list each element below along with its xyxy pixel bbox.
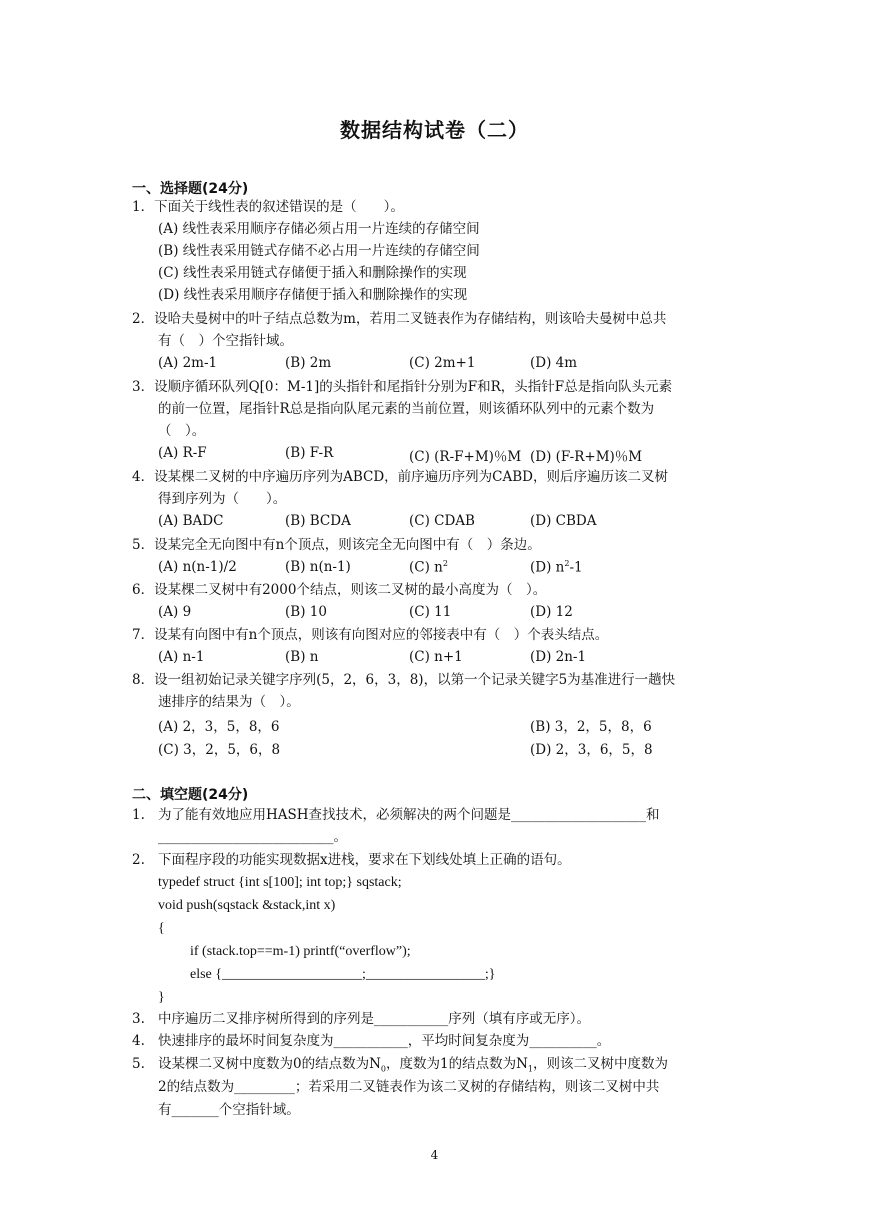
option-7d: (D) 2n-1 (530, 649, 587, 665)
fill-4-text: 快速排序的最坏时间复杂度为___________，平均时间复杂度为__________。 (158, 1033, 611, 1049)
option-8d: (D) 2，3，6，5，8 (530, 742, 653, 758)
option-6b: (B) 10 (285, 604, 327, 620)
option-1c: (C) 线性表采用链式存储便于插入和删除操作的实现 (158, 265, 467, 281)
question-4-line2: 得到序列为（ ）。 (158, 491, 287, 507)
fill-2-number: 2. (132, 852, 145, 868)
question-6: 6．设某棵二叉树中有2000个结点，则该二叉树的最小高度为（ ）。 (132, 582, 547, 598)
question-2-line2: 有（ ）个空指针域。 (158, 333, 293, 349)
options-2 (158, 355, 738, 373)
option-5b: (B) n(n-1) (285, 559, 351, 575)
options-7 (158, 649, 738, 667)
option-8c: (C) 3，2，5，6，8 (158, 742, 281, 758)
option-1b: (B) 线性表采用链式存储不必占用一片连续的存储空间 (158, 243, 480, 259)
option-5d: (D) $n^2-1$ (530, 559, 583, 576)
question-5: 5．设某完全无向图中有n个顶点，则该完全无向图中有（ ）条边。 (132, 537, 541, 553)
fill-1-line1: 为了能有效地应用HASH查找技术，必须解决的两个问题是____________________和 (158, 807, 660, 823)
page-number: 4 (430, 1148, 439, 1162)
fill-5-number: 5. (132, 1056, 145, 1072)
options-4 (158, 513, 738, 531)
options-5 (158, 559, 738, 577)
option-2d: (D) 4m (530, 355, 578, 371)
options-8-row2 (158, 738, 738, 756)
question-3-line2: 的前一位置，尾指针R总是指向队尾元素的当前位置，则该循环队列中的元素个数为 (158, 401, 655, 417)
fill-1-line2: __________________________。 (158, 829, 347, 845)
question-7: 7．设某有向图中有n个顶点，则该有向图对应的邻接表中有（ ）个表头结点。 (132, 627, 609, 643)
option-2b: (B) 2m (285, 355, 332, 371)
fill-3-text: 中序遍历二叉排序树所得到的序列是___________序列（填有序或无序）。 (158, 1011, 590, 1027)
option-5a: (A) n(n-1)/2 (158, 559, 237, 575)
fill-1-number: 1. (132, 807, 145, 823)
option-2c: (C) 2m+1 (409, 355, 476, 371)
option-6d: (D) 12 (530, 604, 573, 620)
code-line-3: { (158, 921, 165, 936)
options-8-row1 (158, 715, 738, 733)
fill-4-number: 4. (132, 1033, 145, 1049)
options-6 (158, 604, 738, 622)
fill-5-line1: 设某棵二叉树中度数为0的结点数为$N_0$，度数为1的结点数为$N_1$，则该二叉树中度数为 (158, 1056, 668, 1074)
fill-2-line1: 下面程序段的功能实现数据x进栈，要求在下划线处填上正确的语句。 (158, 852, 571, 868)
question-2-line1: 2．设哈夫曼树中的叶子结点总数为m，若用二叉链表作为存储结构，则该哈夫曼树中总共 (132, 311, 667, 327)
question-3-line3: （ ）。 (158, 423, 206, 439)
option-3a: (A) R-F (158, 445, 207, 461)
option-7a: (A) n-1 (158, 649, 205, 665)
option-7c: (C) n+1 (409, 649, 463, 665)
code-line-6: } (158, 990, 165, 1005)
section-heading-fill: 二、填空题(24分) (132, 787, 249, 803)
option-6c: (C) 11 (409, 604, 452, 620)
option-8a: (A) 2，3，5，8，6 (158, 719, 280, 735)
option-4c: (C) CDAB (409, 513, 475, 529)
option-3c: (C) (R-F+M)％M (409, 449, 522, 465)
question-1: 1．下面关于线性表的叙述错误的是（ ）。 (132, 199, 404, 215)
code-line-4: if (stack.top==m-1) printf(“overflow”); (190, 944, 411, 959)
option-3d: (D) (F-R+M)％M (530, 449, 643, 465)
question-3-line1: 3．设顺序循环队列Q[0：M-1]的头指针和尾指针分别为F和R，头指针F总是指向队头元素 (132, 379, 673, 395)
option-6a: (A) 9 (158, 604, 192, 620)
section-heading-choice: 一、选择题(24分) (132, 181, 249, 197)
option-2a: (A) 2m-1 (158, 355, 218, 371)
option-1a: (A) 线性表采用顺序存储必须占用一片连续的存储空间 (158, 221, 480, 237)
fill-5-line2: 2的结点数为_________；若采用二叉链表作为该二叉树的存储结构，则该二叉树中共 (158, 1079, 660, 1095)
option-7b: (B) n (285, 649, 319, 665)
option-3b: (B) F-R (285, 445, 334, 461)
option-8b: (B) 3，2，5，8，6 (530, 719, 652, 735)
option-4d: (D) CBDA (530, 513, 597, 529)
fill-5-line3: 有_______个空指针域。 (158, 1102, 300, 1118)
option-4a: (A) BADC (158, 513, 224, 529)
option-4b: (B) BCDA (285, 513, 351, 529)
code-line-2: void push(sqstack &stack,int x) (158, 898, 336, 913)
page-title: 数据结构试卷（二） (340, 118, 529, 142)
options-3 (158, 445, 738, 463)
code-line-5: else {____________________;_________________;} (190, 967, 496, 982)
question-8-line1: 8．设一组初始记录关键字序列(5，2，6，3，8)，以第一个记录关键字5为基准进行一趟快 (132, 672, 676, 688)
question-4-line1: 4．设某棵二叉树的中序遍历序列为ABCD，前序遍历序列为CABD，则后序遍历该二叉树 (132, 469, 668, 485)
question-8-line2: 速排序的结果为（ ）。 (158, 694, 300, 710)
option-5c: (C) $n^2$ (409, 559, 448, 576)
option-1d: (D) 线性表采用顺序存储便于插入和删除操作的实现 (158, 287, 468, 303)
fill-3-number: 3. (132, 1011, 145, 1027)
code-line-1: typedef struct {int s[100]; int top;} sqstack; (158, 875, 402, 890)
